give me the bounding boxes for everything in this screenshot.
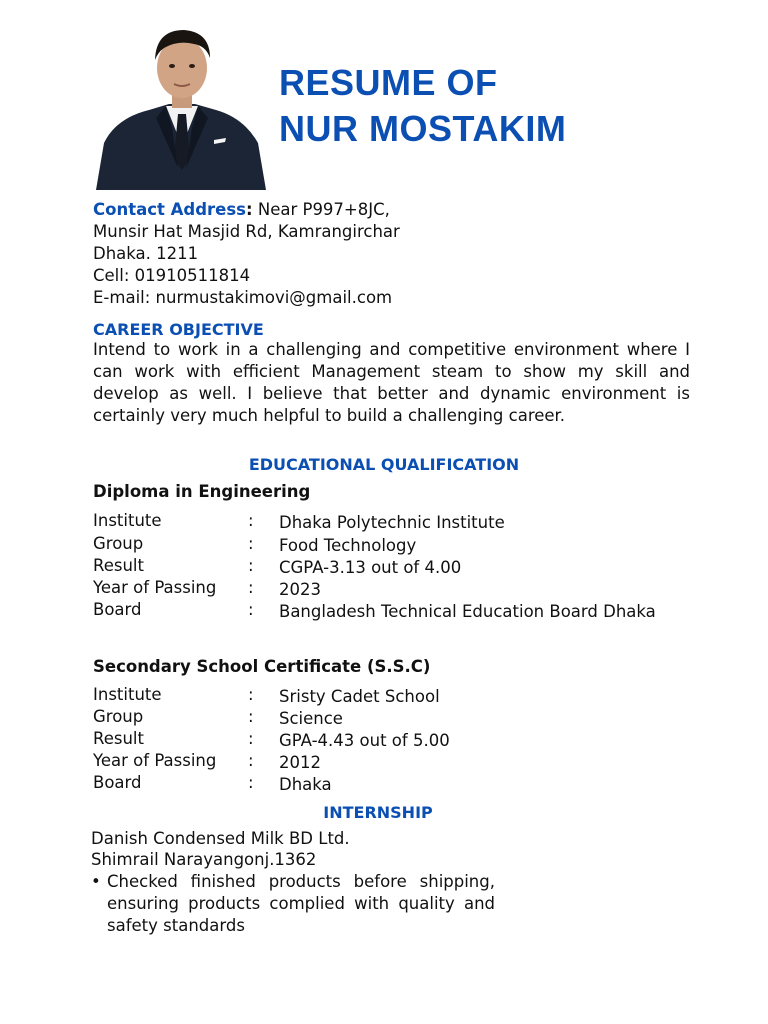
ssc-title: Secondary School Certificate (S.S.C) xyxy=(93,657,431,676)
row-key: Group xyxy=(93,534,144,553)
row-value: CGPA-3.13 out of 4.00 xyxy=(279,558,462,577)
row-value: 2012 xyxy=(279,753,321,772)
education-heading: EDUCATIONAL QUALIFICATION xyxy=(248,455,520,474)
row-colon: : xyxy=(248,534,254,553)
diploma-title: Diploma in Engineering xyxy=(93,482,311,501)
title-line-1: RESUME OF xyxy=(279,62,498,103)
contact-address-line-3: Dhaka. 1211 xyxy=(93,244,199,263)
resume-title xyxy=(279,60,566,152)
row-value: Science xyxy=(279,709,343,728)
contact-address-line-2: Munsir Hat Masjid Rd, Kamrangirchar xyxy=(93,222,400,241)
contact-colon: : xyxy=(246,200,253,219)
row-key: Group xyxy=(93,707,144,726)
contact-cell: Cell: 01910511814 xyxy=(93,266,251,285)
row-colon: : xyxy=(248,751,254,770)
contact-address-line-1: Near P997+8JC, xyxy=(252,200,390,219)
internship-block xyxy=(91,828,350,870)
contact-block xyxy=(93,199,400,309)
row-value: Bangladesh Technical Education Board Dhaka xyxy=(279,602,656,621)
row-colon: : xyxy=(248,707,254,726)
row-key: Result xyxy=(93,556,144,575)
internship-address: Shimrail Narayangonj.1362 xyxy=(91,850,317,869)
row-value: GPA-4.43 out of 5.00 xyxy=(279,731,450,750)
row-key: Institute xyxy=(93,685,162,704)
internship-heading: INTERNSHIP xyxy=(323,803,433,822)
contact-line-1 xyxy=(93,199,400,221)
row-key: Institute xyxy=(93,511,162,530)
row-colon: : xyxy=(248,556,254,575)
row-value: Sristy Cadet School xyxy=(279,687,440,706)
row-value: Dhaka Polytechnic Institute xyxy=(279,513,505,532)
contact-email: E-mail: nurmustakimovi@gmail.com xyxy=(93,288,393,307)
row-colon: : xyxy=(248,511,254,530)
row-colon: : xyxy=(248,600,254,619)
row-value: 2023 xyxy=(279,580,321,599)
row-colon: : xyxy=(248,685,254,704)
contact-label: Contact Address xyxy=(93,200,246,219)
row-value: Dhaka xyxy=(279,775,332,794)
career-objective-heading: CAREER OBJECTIVE xyxy=(93,320,264,339)
row-key: Result xyxy=(93,729,144,748)
career-objective-text: Intend to work in a challenging and competitive environment where I can work with efficient Management steam to show my skill and develop as well. I believe that better and dynamic environment is certainly very much helpful to build a challenging career. xyxy=(93,340,690,425)
row-key: Year of Passing xyxy=(93,578,217,597)
row-key: Year of Passing xyxy=(93,751,217,770)
profile-photo xyxy=(94,18,270,190)
row-key: Board xyxy=(93,773,142,792)
title-line-2: NUR MOSTAKIM xyxy=(279,108,567,149)
row-value: Food Technology xyxy=(279,536,417,555)
row-colon: : xyxy=(248,773,254,792)
row-colon: : xyxy=(248,729,254,748)
row-key: Board xyxy=(93,600,142,619)
internship-company: Danish Condensed Milk BD Ltd. xyxy=(91,829,350,848)
row-colon: : xyxy=(248,578,254,597)
bullet-text: Checked finished products before shipping, ensuring products complied with quality and safety standards xyxy=(107,872,495,935)
bullet-dot: • xyxy=(91,872,101,891)
